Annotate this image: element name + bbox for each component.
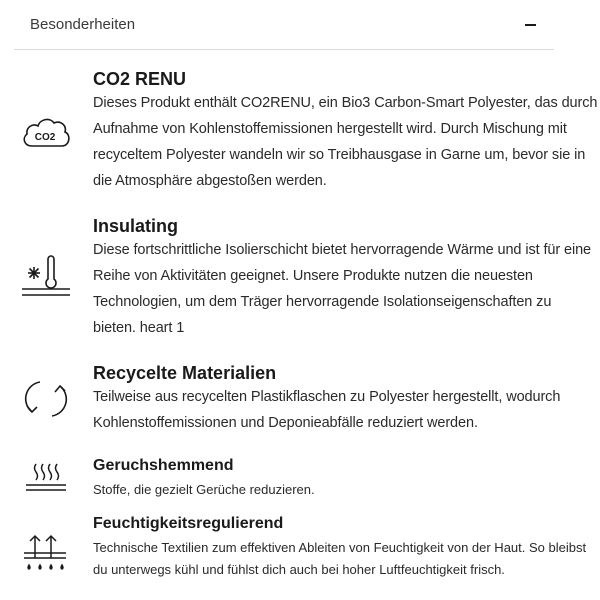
feature-description: Stoffe, die gezielt Gerüche reduzieren. bbox=[93, 482, 315, 497]
co2-cloud-icon bbox=[18, 108, 74, 158]
odor-waves-icon bbox=[18, 456, 74, 496]
moisture-wicking-icon bbox=[18, 532, 74, 582]
feature-description: Teilweise aus recycelten Plastikflaschen zu Polyester hergestellt, wodurch Kohlenstoffemissionen und Deponieabfälle reduziert werden. bbox=[93, 389, 561, 431]
recycle-arrows-icon bbox=[18, 374, 74, 424]
feature-title: Insulating bbox=[93, 216, 178, 236]
feature-description: Dieses Produkt enthält CO2RENU, ein Bio3 Carbon-Smart Polyester, das durch Aufnahme von Kohlenstoffemissionen hergestellt wird. Durch Mischung mit recyceltem Polyester wandeln wir so Treibhausgase in Garne um, bevor sie in die Atmosphäre abgestoßen werden. bbox=[93, 95, 598, 189]
minus-icon bbox=[525, 24, 536, 26]
feature-insulating bbox=[0, 215, 600, 345]
feature-title: Recycelte Materialien bbox=[93, 363, 277, 383]
feature-description: Diese fortschrittliche Isolierschicht bietet hervorragende Wärme und ist für eine Reihe von Aktivitäten geeignet. Unsere Produkte nutzen die neuesten Technologien, um dem Träger hervorragende Isolationseigenschaften zu bieten. heart 1 bbox=[93, 242, 592, 336]
thermometer-snowflake-icon bbox=[18, 253, 74, 303]
feature-co2-renu bbox=[0, 68, 600, 192]
section-title: Besonderheiten bbox=[30, 16, 136, 33]
feature-description: Technische Textilien zum effektiven Ableiten von Feuchtigkeit von der Haut. So bleibst du unterwegs kühl und fühlst dich auch bei hoher Luftfeuchtigkeit frisch. bbox=[93, 540, 587, 577]
feature-title: Feuchtigkeitsregulierend bbox=[93, 515, 284, 532]
feature-title: Geruchshemmend bbox=[93, 457, 234, 474]
section-header[interactable] bbox=[14, 0, 554, 50]
svg-text:CO2: CO2 bbox=[34, 132, 56, 143]
feature-moisture-regulating bbox=[0, 514, 600, 600]
feature-recycled-materials bbox=[0, 362, 600, 442]
collapse-button[interactable] bbox=[516, 11, 544, 39]
feature-title: CO2 RENU bbox=[93, 69, 187, 89]
feature-odor-control bbox=[0, 456, 600, 504]
